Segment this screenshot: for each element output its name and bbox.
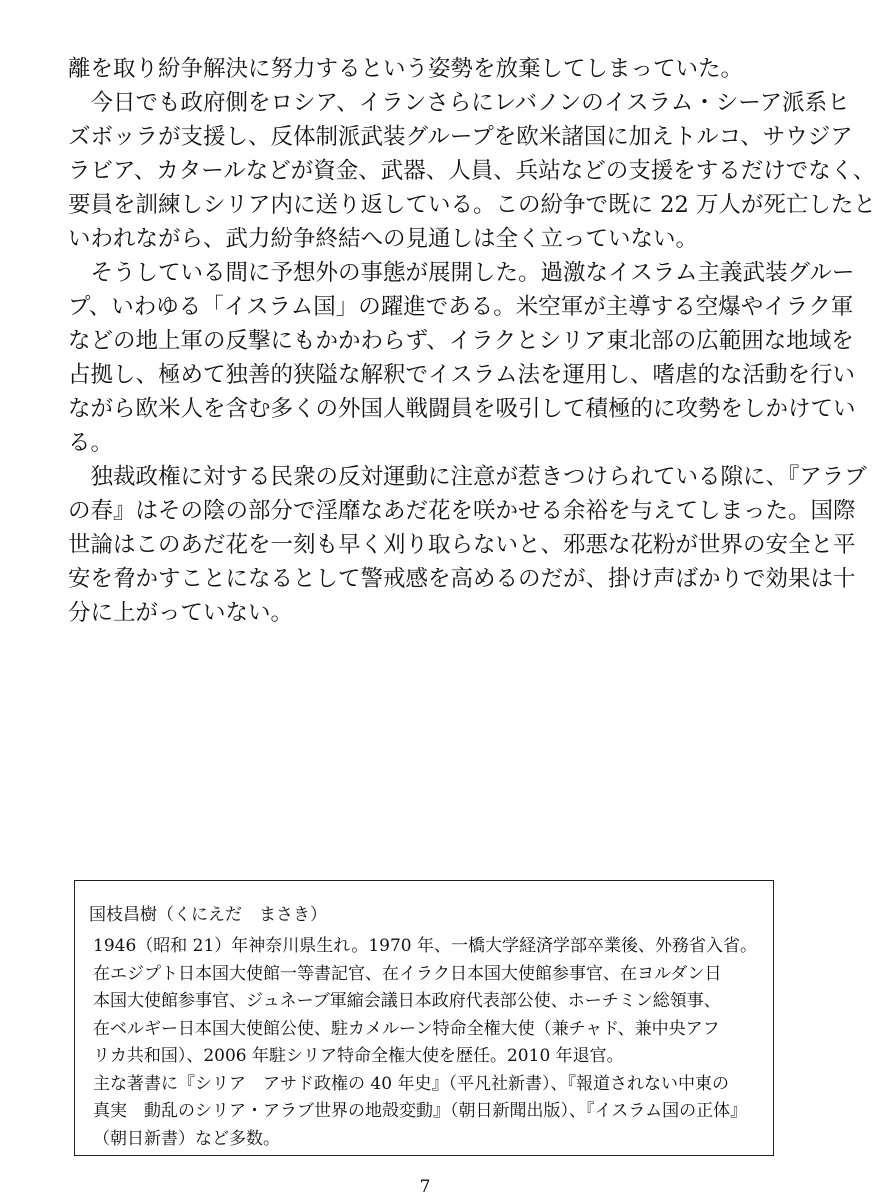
bio-line: 1946（昭和 21）年神奈川県生れ。1970 年、一橋大学経済学部卒業後、外務省入省。 — [93, 936, 757, 956]
author-name: 国枝昌樹（くにえだ まさき） — [89, 905, 327, 925]
bio-line: 本国大使館参事官、ジュネーブ軍縮会議日本政府代表部公使、ホーチミン総領事、 — [93, 991, 721, 1011]
bio-line: 主な著書に『シリア アサド政権の 40 年史』（平凡社新書）、『報道されない中東の — [93, 1073, 729, 1094]
article-line: 安を脅かすことになるとして警戒感を高めるのだが、掛け声ばかりで効果は十 — [68, 566, 856, 592]
article-line: そうしている間に予想外の事態が展開した。過激なイスラム主義武装グルー — [68, 260, 855, 286]
article-line: る。 — [68, 430, 114, 456]
article-line: 分に上がっていない。 — [68, 600, 294, 626]
article-line: 独裁政権に対する民衆の反対運動に注意が惹きつけられている隙に、『アラブ — [68, 464, 867, 490]
page-number: 7 — [419, 1177, 431, 1197]
article-line: ながら欧米人を含む多くの外国人戦闘員を吸引して積極的に攻勢をしかけてい — [68, 396, 856, 422]
author-bio-box — [74, 880, 774, 1156]
article-line: 占拠し、極めて独善的狭隘な解釈でイスラム法を運用し、嗜虐的な活動を行い — [68, 362, 856, 388]
author-bio-text — [93, 933, 763, 1153]
article-line: 要員を訓練しシリア内に送り返している。この紛争で既に 22 万人が死亡したと — [68, 192, 876, 218]
article-line: の春』はその陰の部分で淫靡なあだ花を咲かせる余裕を与えてしまった。国際 — [68, 498, 856, 524]
article-line: プ、いわゆる「イスラム国」の躍進である。米空軍が主導する空爆やイラク軍 — [68, 294, 854, 320]
article-line: 離を取り紛争解決に努力するという姿勢を放棄してしまっていた。 — [68, 56, 744, 82]
bio-line: リカ共和国）、2006 年駐シリア特命全権大使を歴任。2010 年退官。 — [93, 1046, 624, 1066]
article-line: いわれながら、武力紛争終結への見通しは全く立っていない。 — [68, 226, 699, 252]
bio-line: （朝日新書）など多数。 — [93, 1128, 280, 1149]
article-body — [68, 52, 876, 630]
article-line: ラビア、カタールなどが資金、武器、人員、兵站などの支援をするだけでなく、 — [68, 158, 876, 184]
bio-line: 在エジプト日本国大使館一等書記官、在イラク日本国大使館参事官、在ヨルダン日 — [93, 963, 722, 984]
article-line: 今日でも政府側をロシア、イランさらにレバノンのイスラム・シーア派系ヒ — [68, 90, 850, 116]
bio-line: 在ベルギー日本国大使館公使、駐カメルーン特命全権大使（兼チャド、兼中央アフ — [93, 1018, 720, 1039]
article-line: 世論はこのあだ花を一刻も早く刈り取らないと、邪悪な花粉が世界の安全と平 — [68, 532, 856, 558]
article-line: などの地上軍の反撃にもかかわらず、イラクとシリア東北部の広範囲な地域を — [68, 328, 854, 354]
article-line: ズボッラが支援し、反体制派武装グループを欧米諸国に加えトルコ、サウジア — [68, 124, 853, 150]
bio-line: 真実 動乱のシリア・アラブ世界の地殻変動』（朝日新聞出版）、『イスラム国の正体』 — [93, 1101, 748, 1121]
